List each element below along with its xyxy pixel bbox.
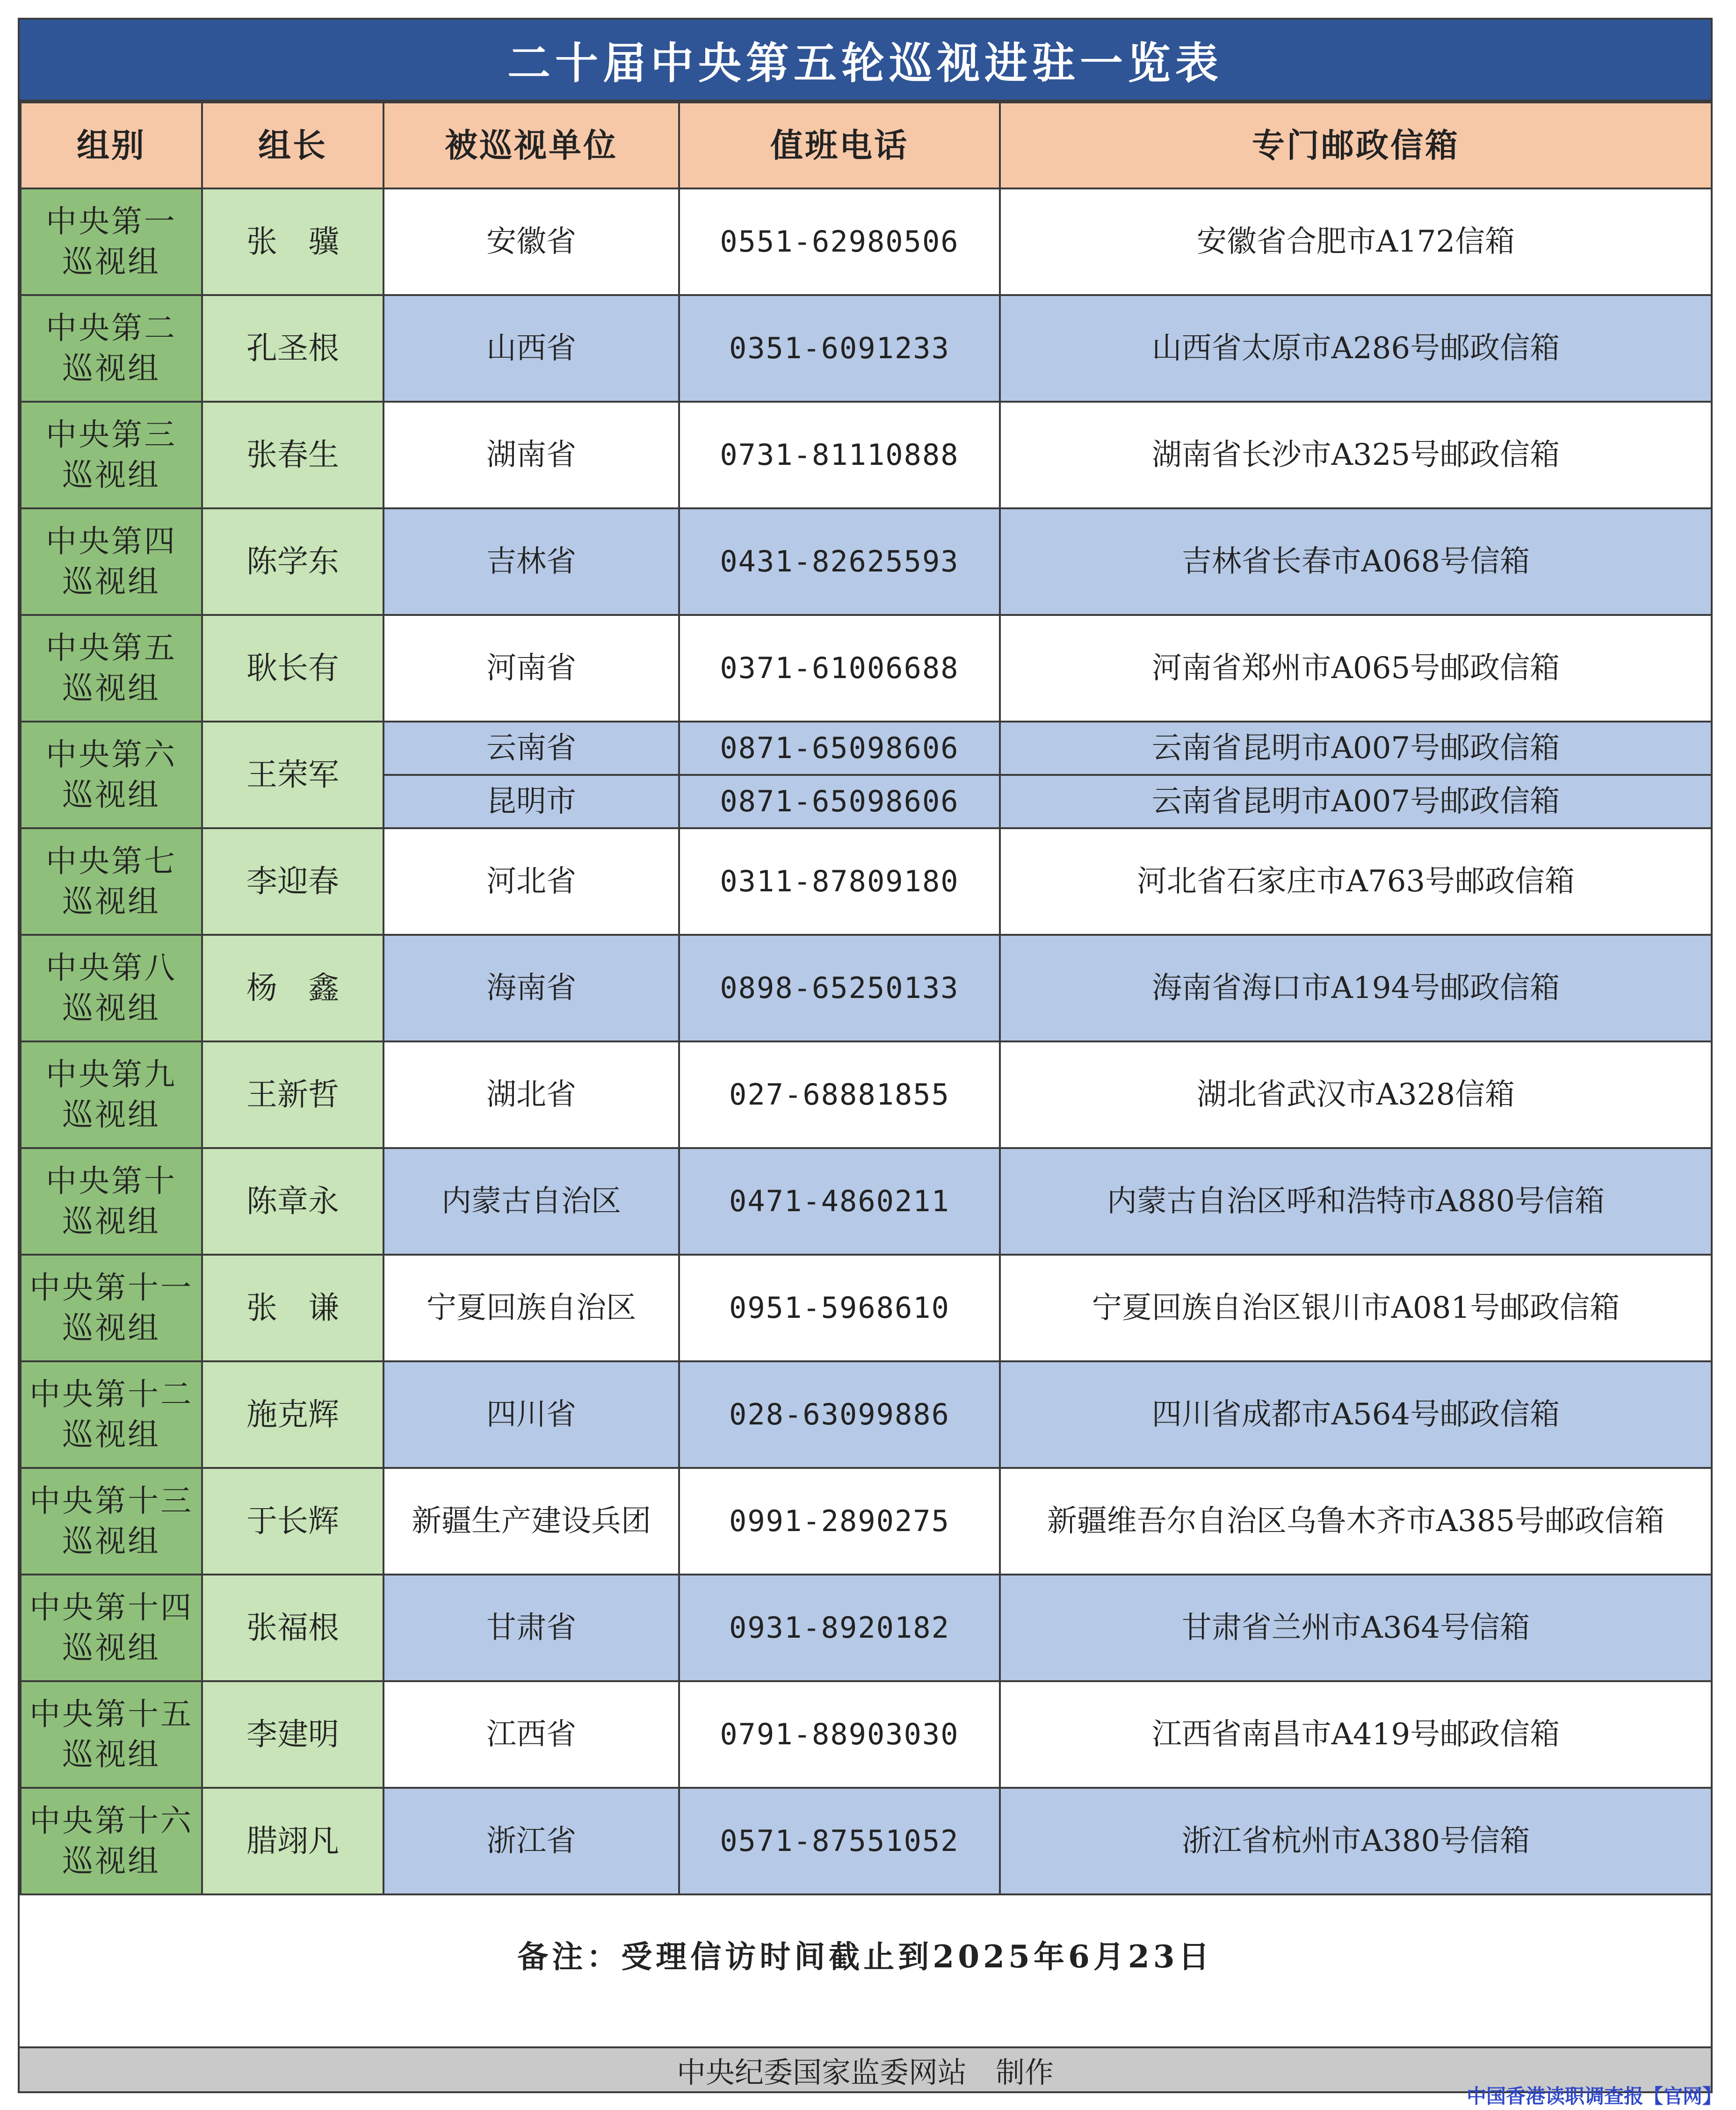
header-mailbox: 专门邮政信箱 xyxy=(1000,102,1712,188)
inspection-table-sheet xyxy=(18,18,1713,2093)
group-line-2: 巡视组 xyxy=(62,1523,160,1559)
group-line-2: 巡视组 xyxy=(62,1736,160,1772)
mailbox-cell: 山西省太原市A286号邮政信箱 xyxy=(1000,295,1712,402)
leader-cell: 王新哲 xyxy=(202,1041,383,1148)
group-cell xyxy=(21,1575,202,1681)
phone-cell: 0791-88903030 xyxy=(679,1681,1000,1788)
phone-cell: 028-63099886 xyxy=(679,1361,1000,1468)
header-unit: 被巡视单位 xyxy=(383,102,679,188)
table-row xyxy=(21,1681,1712,1788)
table-row xyxy=(21,935,1712,1041)
mailbox-cell: 浙江省杭州市A380号信箱 xyxy=(1000,1788,1712,1894)
mailbox-cell: 河南省郑州市A065号邮政信箱 xyxy=(1000,615,1712,722)
group-line-1: 中央第八 xyxy=(46,950,177,986)
phone-cell: 0431-82625593 xyxy=(679,508,1000,615)
leader-cell: 陈学东 xyxy=(202,508,383,615)
leader-cell: 陈章永 xyxy=(202,1148,383,1255)
mailbox-cell: 江西省南昌市A419号邮政信箱 xyxy=(1000,1681,1712,1788)
group-cell xyxy=(21,1788,202,1894)
table-row xyxy=(21,402,1712,508)
phone-cell: 027-68881855 xyxy=(679,1041,1000,1148)
mailbox-cell: 吉林省长春市A068号信箱 xyxy=(1000,508,1712,615)
leader-cell: 张福根 xyxy=(202,1575,383,1681)
table-body xyxy=(21,188,1712,1894)
group-cell xyxy=(21,1041,202,1148)
group-line-1: 中央第一 xyxy=(46,203,177,239)
leader-cell: 张春生 xyxy=(202,402,383,508)
unit-cell: 海南省 xyxy=(383,935,679,1041)
table-row xyxy=(21,1255,1712,1361)
unit-cell: 湖南省 xyxy=(383,402,679,508)
mailbox-cell: 云南省昆明市A007号邮政信箱 xyxy=(1000,722,1712,775)
group-cell xyxy=(21,508,202,615)
group-cell xyxy=(21,1468,202,1575)
phone-cell: 0871-65098606 xyxy=(679,722,1000,775)
unit-cell: 内蒙古自治区 xyxy=(383,1148,679,1255)
group-line-2: 巡视组 xyxy=(62,1203,160,1239)
watermark-text: 中国香港读职调查报【官网】 xyxy=(1466,2085,1722,2108)
mailbox-cell: 湖南省长沙市A325号邮政信箱 xyxy=(1000,402,1712,508)
group-cell xyxy=(21,402,202,508)
phone-cell: 0471-4860211 xyxy=(679,1148,1000,1255)
group-line-2: 巡视组 xyxy=(62,457,160,493)
mailbox-cell: 河北省石家庄市A763号邮政信箱 xyxy=(1000,828,1712,935)
table-row xyxy=(21,508,1712,615)
footer-credit: 中央纪委国家监委网站 制作 xyxy=(20,2046,1711,2091)
group-line-2: 巡视组 xyxy=(62,244,160,280)
unit-cell: 四川省 xyxy=(383,1361,679,1468)
leader-cell: 王荣军 xyxy=(202,722,383,828)
table-row xyxy=(21,722,1712,775)
mailbox-cell: 内蒙古自治区呼和浩特市A880号信箱 xyxy=(1000,1148,1712,1255)
inspection-table xyxy=(20,101,1713,1895)
group-line-2: 巡视组 xyxy=(62,1310,160,1346)
unit-cell: 新疆生产建设兵团 xyxy=(383,1468,679,1575)
header-row xyxy=(21,102,1712,188)
mailbox-cell: 新疆维吾尔自治区乌鲁木齐市A385号邮政信箱 xyxy=(1000,1468,1712,1575)
leader-cell: 孔圣根 xyxy=(202,295,383,402)
phone-cell: 0898-65250133 xyxy=(679,935,1000,1041)
group-line-1: 中央第十二 xyxy=(29,1376,193,1412)
table-row xyxy=(21,1468,1712,1575)
mailbox-cell: 云南省昆明市A007号邮政信箱 xyxy=(1000,775,1712,828)
mailbox-cell: 海南省海口市A194号邮政信箱 xyxy=(1000,935,1712,1041)
leader-cell: 李迎春 xyxy=(202,828,383,935)
table-title: 二十届中央第五轮巡视进驻一览表 xyxy=(20,20,1711,101)
header-phone: 值班电话 xyxy=(679,102,1000,188)
phone-cell: 0351-6091233 xyxy=(679,295,1000,402)
phone-cell: 0991-2890275 xyxy=(679,1468,1000,1575)
unit-cell: 湖北省 xyxy=(383,1041,679,1148)
group-line-2: 巡视组 xyxy=(62,777,160,813)
mailbox-cell: 宁夏回族自治区银川市A081号邮政信箱 xyxy=(1000,1255,1712,1361)
header-leader: 组长 xyxy=(202,102,383,188)
phone-cell: 0571-87551052 xyxy=(679,1788,1000,1894)
table-row xyxy=(21,615,1712,722)
note-text: 备注：受理信访时间截止到2025年6月23日 xyxy=(517,1938,1213,1975)
group-line-1: 中央第五 xyxy=(46,630,177,666)
unit-cell: 安徽省 xyxy=(383,188,679,295)
unit-cell: 江西省 xyxy=(383,1681,679,1788)
unit-cell: 昆明市 xyxy=(383,775,679,828)
phone-cell: 0311-87809180 xyxy=(679,828,1000,935)
unit-cell: 吉林省 xyxy=(383,508,679,615)
phone-cell: 0871-65098606 xyxy=(679,775,1000,828)
group-line-1: 中央第四 xyxy=(46,523,177,559)
phone-cell: 0951-5968610 xyxy=(679,1255,1000,1361)
group-line-1: 中央第二 xyxy=(46,310,177,346)
group-cell xyxy=(21,615,202,722)
phone-cell: 0371-61006688 xyxy=(679,615,1000,722)
header-group: 组别 xyxy=(21,102,202,188)
leader-cell: 施克辉 xyxy=(202,1361,383,1468)
group-line-2: 巡视组 xyxy=(62,1097,160,1133)
leader-cell: 张 谦 xyxy=(202,1255,383,1361)
group-cell xyxy=(21,828,202,935)
leader-cell: 张 骥 xyxy=(202,188,383,295)
group-line-1: 中央第十六 xyxy=(29,1803,193,1839)
group-cell xyxy=(21,188,202,295)
group-line-2: 巡视组 xyxy=(62,990,160,1026)
group-line-1: 中央第十 xyxy=(46,1163,177,1199)
group-cell xyxy=(21,1361,202,1468)
unit-cell: 宁夏回族自治区 xyxy=(383,1255,679,1361)
group-line-1: 中央第十五 xyxy=(29,1696,193,1732)
table-row xyxy=(21,295,1712,402)
leader-cell: 李建明 xyxy=(202,1681,383,1788)
mailbox-cell: 甘肃省兰州市A364号信箱 xyxy=(1000,1575,1712,1681)
mailbox-cell: 四川省成都市A564号邮政信箱 xyxy=(1000,1361,1712,1468)
unit-cell: 甘肃省 xyxy=(383,1575,679,1681)
group-line-2: 巡视组 xyxy=(62,564,160,600)
group-line-2: 巡视组 xyxy=(62,1416,160,1452)
table-row xyxy=(21,1361,1712,1468)
group-line-1: 中央第六 xyxy=(46,737,177,773)
phone-cell: 0931-8920182 xyxy=(679,1575,1000,1681)
leader-cell: 于长辉 xyxy=(202,1468,383,1575)
table-row xyxy=(21,828,1712,935)
group-line-1: 中央第十一 xyxy=(29,1270,193,1306)
leader-cell: 耿长有 xyxy=(202,615,383,722)
phone-cell: 0731-81110888 xyxy=(679,402,1000,508)
table-row xyxy=(21,1148,1712,1255)
group-cell xyxy=(21,1148,202,1255)
group-line-1: 中央第十三 xyxy=(29,1483,193,1519)
group-line-1: 中央第七 xyxy=(46,843,177,879)
group-cell xyxy=(21,935,202,1041)
table-row xyxy=(21,1041,1712,1148)
group-line-2: 巡视组 xyxy=(62,1843,160,1879)
group-line-1: 中央第九 xyxy=(46,1056,177,1092)
leader-cell: 腊翊凡 xyxy=(202,1788,383,1894)
group-cell xyxy=(21,722,202,828)
group-cell xyxy=(21,1255,202,1361)
unit-cell: 山西省 xyxy=(383,295,679,402)
group-line-2: 巡视组 xyxy=(62,883,160,919)
group-cell xyxy=(21,1681,202,1788)
group-line-1: 中央第三 xyxy=(46,417,177,453)
group-cell xyxy=(21,295,202,402)
mailbox-cell: 湖北省武汉市A328信箱 xyxy=(1000,1041,1712,1148)
group-line-2: 巡视组 xyxy=(62,350,160,386)
group-line-1: 中央第十四 xyxy=(29,1590,193,1626)
unit-cell: 河南省 xyxy=(383,615,679,722)
unit-cell: 河北省 xyxy=(383,828,679,935)
unit-cell: 云南省 xyxy=(383,722,679,775)
table-row xyxy=(21,188,1712,295)
group-line-2: 巡视组 xyxy=(62,670,160,706)
group-line-2: 巡视组 xyxy=(62,1630,160,1666)
table-row xyxy=(21,1788,1712,1894)
mailbox-cell: 安徽省合肥市A172信箱 xyxy=(1000,188,1712,295)
phone-cell: 0551-62980506 xyxy=(679,188,1000,295)
table-row xyxy=(21,1575,1712,1681)
unit-cell: 浙江省 xyxy=(383,1788,679,1894)
leader-cell: 杨 鑫 xyxy=(202,935,383,1041)
